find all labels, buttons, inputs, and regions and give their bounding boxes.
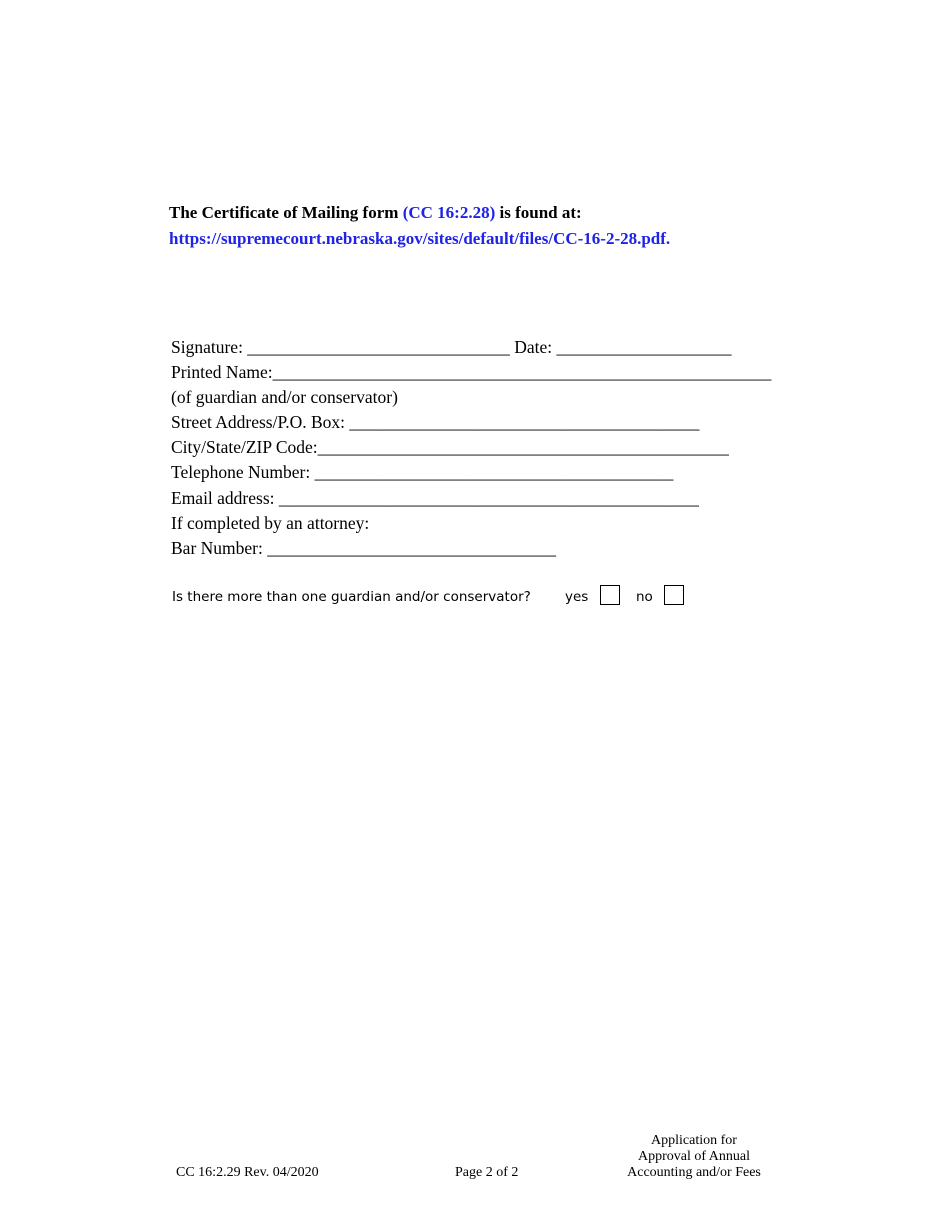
form-title-line-2: Approval of Annual: [638, 1149, 750, 1164]
certificate-url-link[interactable]: https://supremecourt.nebraska.gov/sites/default/files/CC-16-2-28.pdf.: [169, 229, 671, 248]
email-field[interactable]: Email address: ________________________________________________: [171, 488, 699, 508]
city-state-zip-field[interactable]: City/State/ZIP Code:_______________________________________________: [171, 437, 729, 457]
form-number: CC 16:2.29 Rev. 04/2020: [176, 1165, 319, 1180]
form-title-line-1: Application for: [651, 1133, 737, 1148]
certificate-text-before: The Certificate of Mailing form: [169, 203, 403, 222]
certificate-notice: [169, 203, 582, 223]
signature-field[interactable]: Signature: ______________________________: [171, 337, 510, 357]
certificate-form-code: (CC 16:2.28): [402, 203, 496, 222]
street-address-field[interactable]: Street Address/P.O. Box: ________________________________________: [171, 412, 700, 432]
bar-number-field[interactable]: Bar Number: _________________________________: [171, 538, 556, 558]
no-checkbox[interactable]: [664, 585, 684, 605]
printed-name-field[interactable]: Printed Name:_________________________________________________________: [171, 362, 772, 382]
yes-label: yes: [565, 589, 589, 605]
form-title-line-3: Accounting and/or Fees: [627, 1165, 761, 1180]
form-title: [610, 1133, 778, 1181]
signature-date-line: [171, 337, 731, 357]
multiple-guardian-question: Is there more than one guardian and/or conservator?: [172, 589, 531, 605]
telephone-field[interactable]: Telephone Number: _________________________________________: [171, 462, 674, 482]
yes-checkbox[interactable]: [600, 585, 620, 605]
certificate-text-after: is found at:: [495, 203, 582, 222]
attorney-note: If completed by an attorney:: [171, 513, 370, 533]
date-field[interactable]: Date: ____________________: [509, 337, 732, 357]
no-label: no: [636, 589, 653, 605]
printed-name-note: (of guardian and/or conservator): [171, 387, 398, 407]
page-number: Page 2 of 2: [455, 1165, 519, 1180]
